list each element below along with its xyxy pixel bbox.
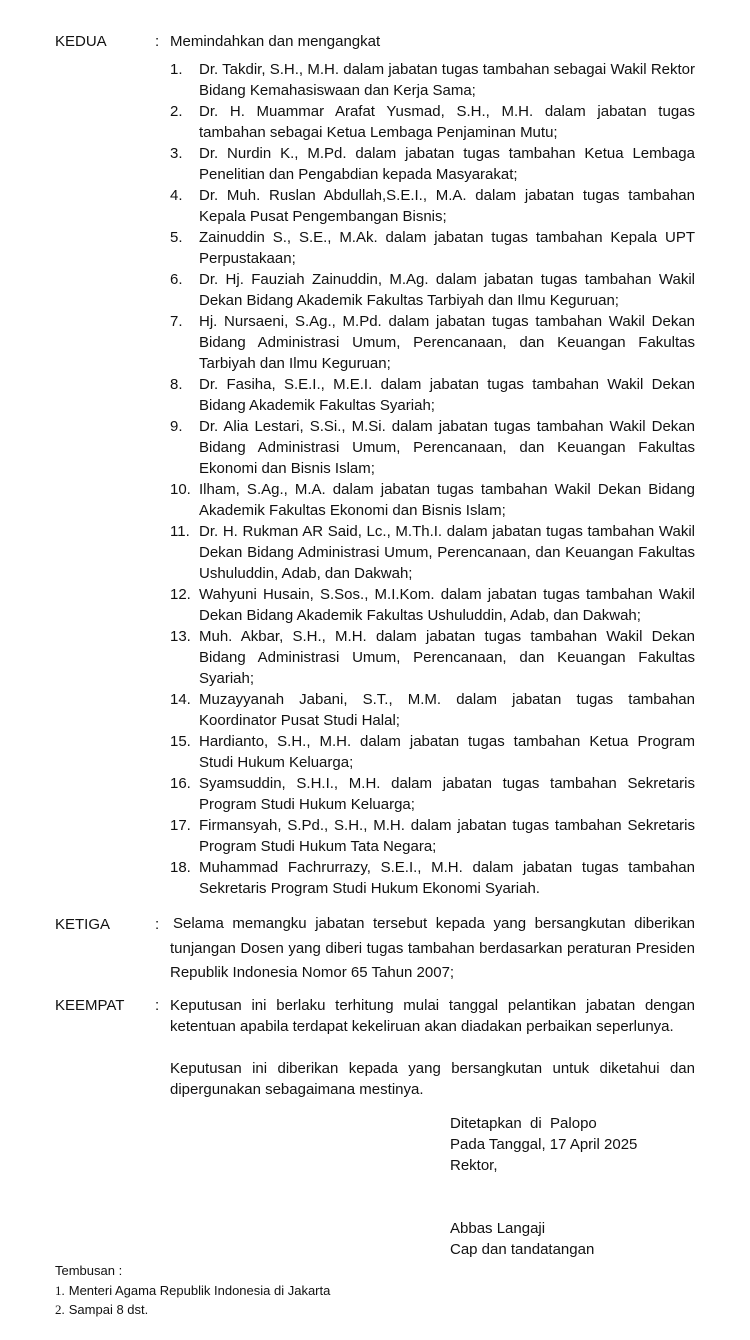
list-number: 12. bbox=[170, 586, 191, 603]
list-number: 14. bbox=[170, 691, 191, 708]
ketiga-text: Selama memangku jabatan tersebut kepada yang bersangkutan diberikan tunjangan Dosen yang diberi tugas tambahan berdasarkan peraturan Presiden Republik Indonesia Nomor 65 Tahun 2007; bbox=[170, 915, 695, 981]
list-text: Menteri Agama Republik Indonesia di Jakarta bbox=[68, 1283, 331, 1298]
tembusan-title: Tembusan : bbox=[55, 1263, 123, 1278]
list-text: Dr. Hj. Fauziah Zainuddin, M.Ag. dalam jabatan tugas tambahan Wakil Dekan Bidang Akademik Fakultas Tarbiyah dan Ilmu Keguruan; bbox=[199, 271, 695, 309]
list-text: Dr. Nurdin K., M.Pd. dalam jabatan tugas tambahan Ketua Lembaga Penelitian dan Pengabdian kepada Masyarakat; bbox=[199, 145, 695, 183]
list-item bbox=[170, 521, 695, 584]
section-label-kedua: KEDUA bbox=[55, 33, 107, 50]
list-text: Dr. H. Rukman AR Said, Lc., M.Th.I. dalam jabatan tugas tambahan Wakil Dekan Bidang Administrasi Umum, Perencanaan, dan Keuangan Fakultas Ushuluddin, Adab, dan Dakwah; bbox=[199, 523, 695, 582]
list-number: 13. bbox=[170, 628, 191, 645]
tembusan-list bbox=[55, 1281, 330, 1319]
appointment-list bbox=[170, 59, 695, 899]
list-text: Dr. Alia Lestari, S.Si., M.Si. dalam jabatan tugas tambahan Wakil Dekan Bidang Administrasi Umum, Perencanaan, dan Keuangan Fakultas Ekonomi dan Bisnis Islam; bbox=[199, 418, 695, 477]
list-item bbox=[55, 1300, 330, 1319]
keempat-text: Keputusan ini berlaku terhitung mulai tanggal pelantikan jabatan dengan ketentuan apabila terdapat kekeliruan akan diadakan perbaikan seperlunya. bbox=[170, 997, 695, 1035]
list-number: 3. bbox=[170, 145, 183, 162]
list-item bbox=[170, 731, 695, 773]
list-number: 7. bbox=[170, 313, 183, 330]
list-item bbox=[170, 311, 695, 374]
list-item bbox=[170, 626, 695, 689]
list-item bbox=[170, 479, 695, 521]
list-number: 16. bbox=[170, 775, 191, 792]
list-text: Sampai 8 dst. bbox=[68, 1302, 149, 1317]
list-text: Muhammad Fachrurrazy, S.E.I., M.H. dalam jabatan tugas tambahan Sekretaris Program Studi Hukum Ekonomi Syariah. bbox=[199, 859, 695, 897]
list-number: 10. bbox=[170, 481, 191, 498]
list-item bbox=[170, 689, 695, 731]
list-item bbox=[170, 143, 695, 185]
list-item bbox=[170, 857, 695, 899]
list-number: 5. bbox=[170, 229, 183, 246]
section-colon-ketiga: : bbox=[155, 916, 160, 933]
list-item bbox=[170, 584, 695, 626]
list-text: Wahyuni Husain, S.Sos., M.I.Kom. dalam jabatan tugas tambahan Wakil Dekan Bidang Akademik Fakultas Ushuluddin, Adab, dan Dakwah; bbox=[199, 586, 695, 624]
signature-position: Rektor, bbox=[450, 1157, 498, 1174]
list-text: Hardianto, S.H., M.H. dalam jabatan tugas tambahan Ketua Program Studi Hukum Keluarga; bbox=[199, 733, 695, 771]
signature-note: Cap dan tandatangan bbox=[450, 1241, 595, 1258]
list-number: 11. bbox=[170, 523, 190, 540]
list-item bbox=[170, 185, 695, 227]
kedua-intro: Memindahkan dan mengangkat bbox=[170, 33, 381, 50]
list-text: Muh. Akbar, S.H., M.H. dalam jabatan tugas tambahan Wakil Dekan Bidang Administrasi Umum, Perencanaan, dan Keuangan Fakultas Syariah; bbox=[199, 628, 695, 687]
list-number: 8. bbox=[170, 376, 183, 393]
list-item bbox=[170, 773, 695, 815]
list-text: Dr. Muh. Ruslan Abdullah,S.E.I., M.A. dalam jabatan tugas tambahan Kepala Pusat Pengembangan Bisnis; bbox=[199, 187, 695, 225]
list-text: Muzayyanah Jabani, S.T., M.M. dalam jabatan tugas tambahan Koordinator Pusat Studi Halal; bbox=[199, 691, 695, 729]
list-text: Hj. Nursaeni, S.Ag., M.Pd. dalam jabatan tugas tambahan Wakil Dekan Bidang Administrasi Umum, Perencanaan, dan Keuangan Fakultas Tarbiyah dan Ilmu Keguruan; bbox=[199, 313, 695, 372]
list-item bbox=[170, 59, 695, 101]
list-item bbox=[55, 1281, 330, 1300]
list-number: 17. bbox=[170, 817, 191, 834]
list-number: 18. bbox=[170, 859, 191, 876]
list-text: Syamsuddin, S.H.I., M.H. dalam jabatan tugas tambahan Sekretaris Program Studi Hukum Keluarga; bbox=[199, 775, 695, 813]
list-text: Zainuddin S., S.E., M.Ak. dalam jabatan tugas tambahan Kepala UPT Perpustakaan; bbox=[199, 229, 695, 267]
list-number: 2. bbox=[170, 103, 183, 120]
section-colon-keempat: : bbox=[155, 997, 160, 1014]
list-text: Dr. Takdir, S.H., M.H. dalam jabatan tugas tambahan sebagai Wakil Rektor Bidang Kemahasiswaan dan Kerja Sama; bbox=[199, 61, 695, 99]
list-text: Ilham, S.Ag., M.A. dalam jabatan tugas tambahan Wakil Dekan Bidang Akademik Fakultas Ekonomi dan Bisnis Islam; bbox=[199, 481, 695, 519]
signature-place: Ditetapkan di Palopo bbox=[450, 1115, 597, 1132]
list-item bbox=[170, 227, 695, 269]
list-item bbox=[170, 815, 695, 857]
list-number: 6. bbox=[170, 271, 183, 288]
list-item bbox=[170, 269, 695, 311]
list-item bbox=[170, 374, 695, 416]
list-number: 4. bbox=[170, 187, 183, 204]
list-item bbox=[170, 416, 695, 479]
list-text: Firmansyah, S.Pd., S.H., M.H. dalam jabatan tugas tambahan Sekretaris Program Studi Hukum Tata Negara; bbox=[199, 817, 695, 855]
signature-name: Abbas Langaji bbox=[450, 1220, 546, 1237]
list-text: Dr. H. Muammar Arafat Yusmad, S.H., M.H. dalam jabatan tugas tambahan sebagai Ketua Lembaga Penjaminan Mutu; bbox=[199, 103, 695, 141]
section-label-keempat: KEEMPAT bbox=[55, 997, 125, 1014]
keempat-closing: Keputusan ini diberikan kepada yang bersangkutan untuk diketahui dan dipergunakan sebagaimana mestinya. bbox=[170, 1060, 695, 1098]
list-item bbox=[170, 101, 695, 143]
list-number: 15. bbox=[170, 733, 191, 750]
section-colon-kedua: : bbox=[155, 33, 160, 50]
list-number: 2. bbox=[55, 1302, 65, 1317]
signature-date: Pada Tanggal, 17 April 2025 bbox=[450, 1136, 638, 1153]
list-number: 9. bbox=[170, 418, 183, 435]
list-number: 1. bbox=[170, 61, 183, 78]
list-number: 1. bbox=[55, 1283, 65, 1298]
list-text: Dr. Fasiha, S.E.I., M.E.I. dalam jabatan tugas tambahan Wakil Dekan Bidang Akademik Fakultas Syariah; bbox=[199, 376, 695, 414]
section-label-ketiga: KETIGA bbox=[55, 916, 111, 933]
